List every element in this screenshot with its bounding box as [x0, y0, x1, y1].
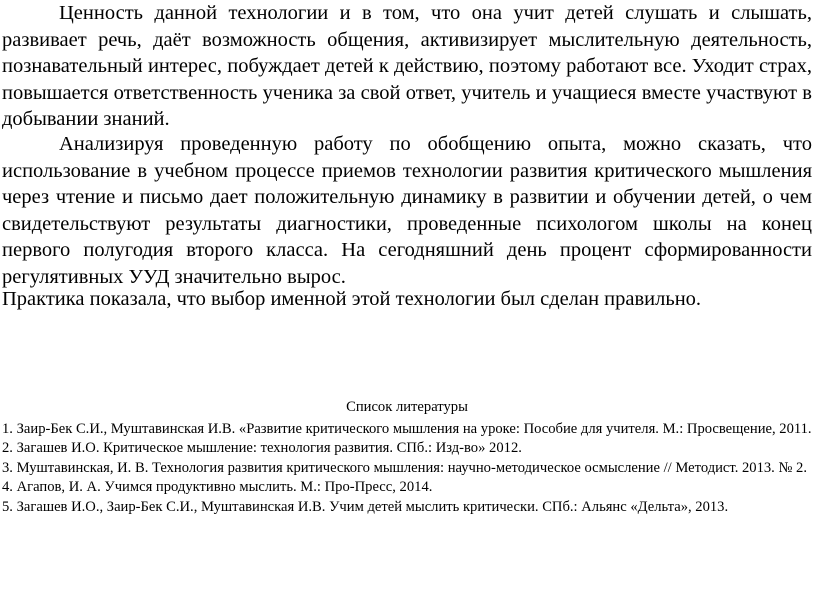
- references-title: Список литературы: [346, 399, 468, 415]
- reference-item: 3. Муштавинская, И. В. Технология развития критического мышления: научно-методическое осмысление // Методист. 2013. № 2.: [2, 459, 807, 476]
- paragraph-technology-value: Ценность данной технологии и в том, что она учит детей слушать и слышать, развивает речь, даёт возможность общения, активизирует мыслительную деятельность, познавательный интерес, побуждает детей к действию, поэтому работают все. Уходит страх, повышается ответственность ученика за свой ответ, учитель и учащиеся вместе участвуют в добывании знаний.: [2, 2, 812, 130]
- paragraph-conclusion: Практика показала, что выбор именной этой технологии был сделан правильно.: [2, 288, 702, 310]
- reference-item: 1. Заир-Бек С.И., Муштавинская И.В. «Развитие критического мышления на уроке: Пособие для учителя. М.: Просвещение, 2011.: [2, 420, 812, 437]
- references-section: [2, 398, 812, 518]
- reference-item: 5. Загашев И.О., Заир-Бек С.И., Муштавинская И.В. Учим детей мыслить критически. СПб.: Альянс «Дельта», 2013.: [2, 498, 729, 515]
- paragraph-analysis: Анализируя проведенную работу по обобщению опыта, можно сказать, что использование в учебном процессе приемов технологии развития критического мышления через чтение и письмо дает положительную динамику в развитии и обучении детей, о чем свидетельствуют результаты диагностики, проведенные психологом школы на конец первого полугодия второго класса. На сегодняшний день процент сформированности регулятивных УУД значительно вырос.: [2, 133, 812, 288]
- reference-item: 2. Загашев И.О. Критическое мышление: технология развития. СПб.: Изд-во» 2012.: [2, 440, 522, 457]
- reference-item: 4. Агапов, И. А. Учимся продуктивно мыслить. М.: Про-Пресс, 2014.: [2, 479, 433, 496]
